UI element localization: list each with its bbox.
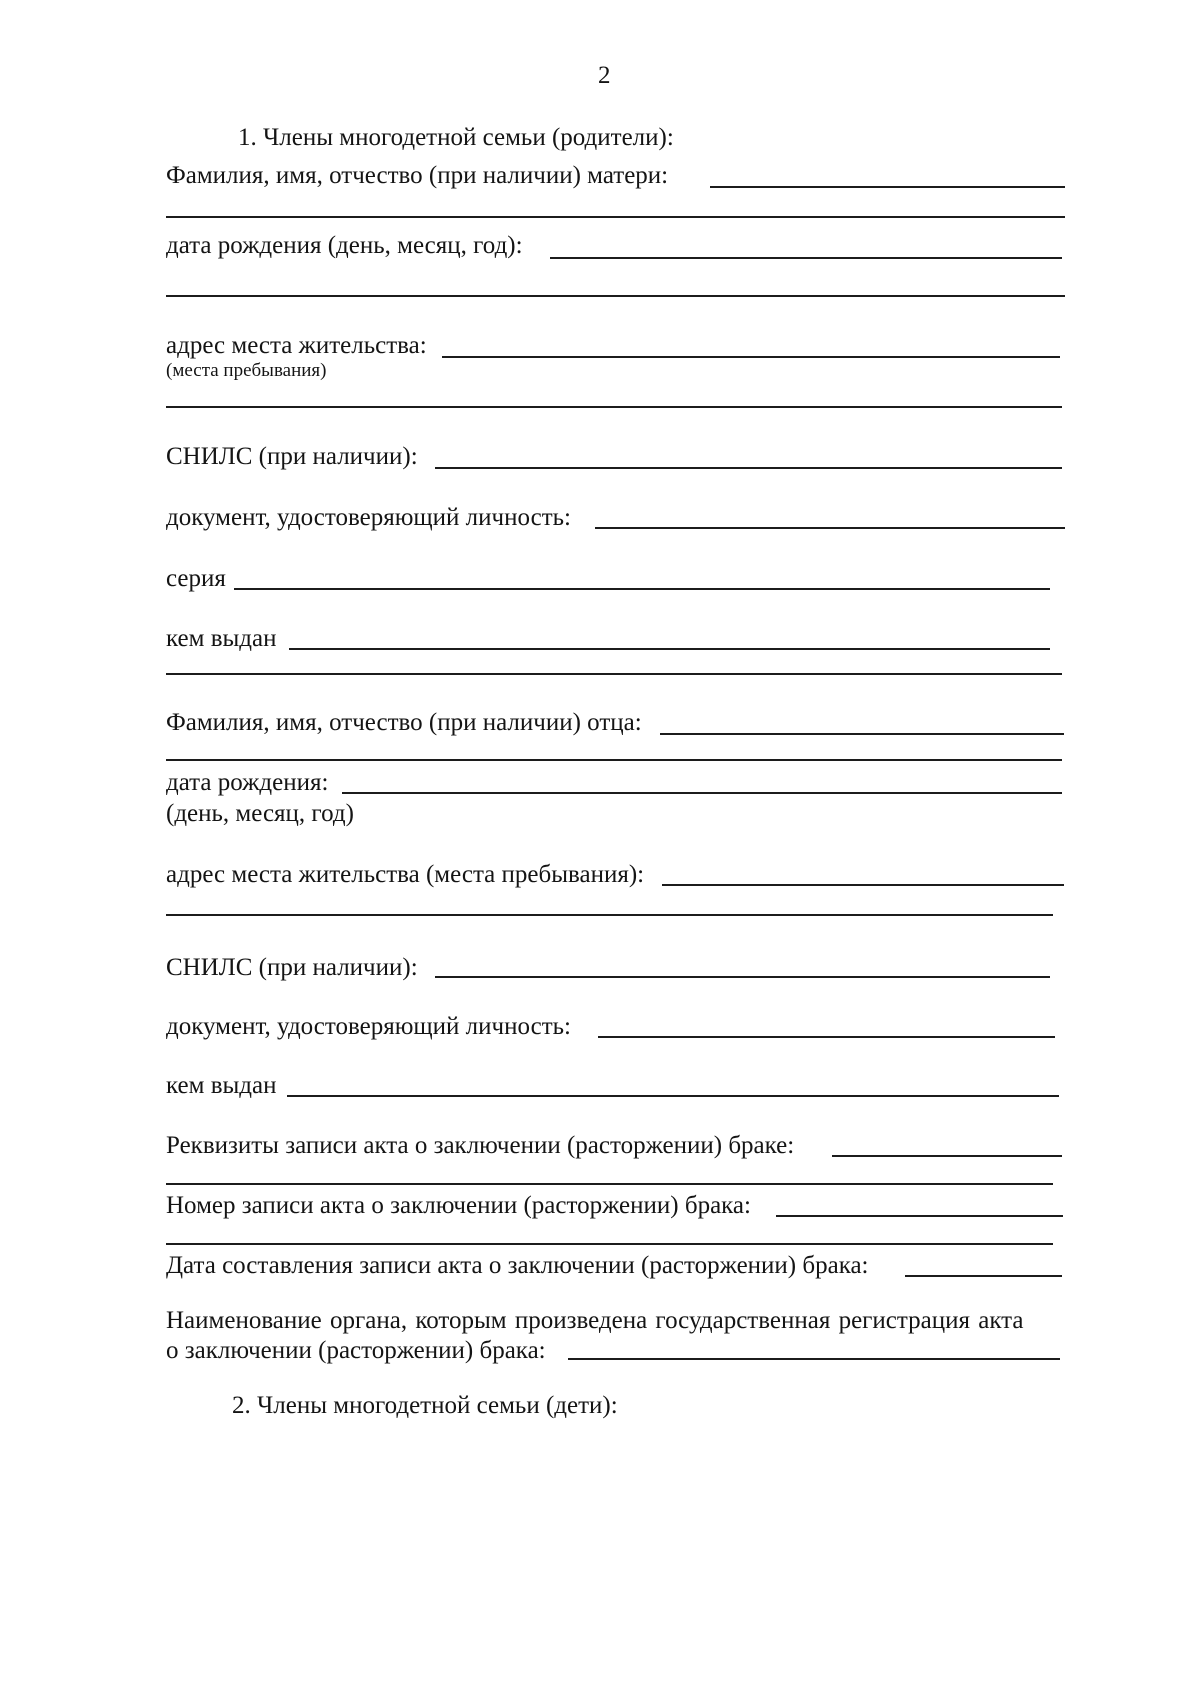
marriage-details-field-continuation[interactable]	[166, 1183, 1053, 1185]
father-address-field[interactable]	[662, 884, 1064, 886]
mother-name-label: Фамилия, имя, отчество (при наличии) матери:	[166, 162, 669, 189]
marriage-details-label: Реквизиты записи акта о заключении (расторжении) браке:	[166, 1132, 795, 1159]
father-birth-date-label: дата рождения:	[166, 769, 329, 796]
section-1-heading: 1. Члены многодетной семьи (родители):	[238, 124, 674, 151]
mother-issued-by-field[interactable]	[289, 648, 1050, 650]
mother-id-document-label: документ, удостоверяющий личность:	[166, 504, 571, 531]
father-id-document-label: документ, удостоверяющий личность:	[166, 1013, 571, 1040]
mother-address-label: адрес места жительства:	[166, 332, 427, 359]
mother-series-field[interactable]	[234, 588, 1050, 590]
father-birth-date-sublabel: (день, месяц, год)	[166, 800, 354, 827]
father-snils-field[interactable]	[435, 976, 1050, 978]
mother-name-field-continuation[interactable]	[166, 216, 1065, 218]
father-issued-by-label: кем выдан	[166, 1072, 277, 1099]
mother-snils-field[interactable]	[435, 467, 1062, 469]
mother-series-label: серия	[166, 565, 226, 592]
father-birth-date-field[interactable]	[342, 792, 1062, 794]
marriage-record-number-label: Номер записи акта о заключении (расторжении) брака:	[166, 1192, 751, 1219]
section-2-heading: 2. Члены многодетной семьи (дети):	[232, 1392, 618, 1419]
mother-address-field-continuation[interactable]	[166, 406, 1062, 408]
mother-address-sublabel: (места пребывания)	[166, 360, 327, 381]
mother-snils-label: СНИЛС (при наличии):	[166, 443, 418, 470]
father-name-field-continuation[interactable]	[166, 759, 1062, 761]
mother-name-field[interactable]	[710, 186, 1065, 188]
mother-birth-date-field-continuation[interactable]	[166, 295, 1065, 297]
registration-authority-field[interactable]	[568, 1358, 1060, 1360]
mother-id-document-field[interactable]	[595, 527, 1065, 529]
mother-address-field[interactable]	[442, 356, 1060, 358]
marriage-record-number-field[interactable]	[776, 1215, 1063, 1217]
father-address-label: адрес места жительства (места пребывания):	[166, 861, 645, 888]
father-name-field[interactable]	[660, 733, 1064, 735]
father-issued-by-field[interactable]	[287, 1095, 1059, 1097]
mother-birth-date-label: дата рождения (день, месяц, год):	[166, 232, 523, 259]
father-address-field-continuation[interactable]	[166, 914, 1053, 916]
page-number: 2	[598, 62, 611, 89]
mother-issued-by-field-continuation[interactable]	[166, 673, 1062, 675]
marriage-details-field[interactable]	[832, 1155, 1062, 1157]
mother-issued-by-label: кем выдан	[166, 625, 277, 652]
father-snils-label: СНИЛС (при наличии):	[166, 954, 418, 981]
marriage-record-date-field[interactable]	[905, 1275, 1062, 1277]
registration-authority-label-line-2: о заключении (расторжении) брака:	[166, 1337, 546, 1364]
marriage-record-date-label: Дата составления записи акта о заключении (расторжении) брака:	[166, 1252, 869, 1279]
marriage-record-number-field-continuation[interactable]	[166, 1243, 1053, 1245]
mother-birth-date-field[interactable]	[550, 257, 1062, 259]
father-name-label: Фамилия, имя, отчество (при наличии) отца:	[166, 709, 642, 736]
father-id-document-field[interactable]	[598, 1036, 1055, 1038]
registration-authority-label-line-1: Наименование органа, которым произведена государственная регистрация акта	[166, 1307, 1024, 1334]
